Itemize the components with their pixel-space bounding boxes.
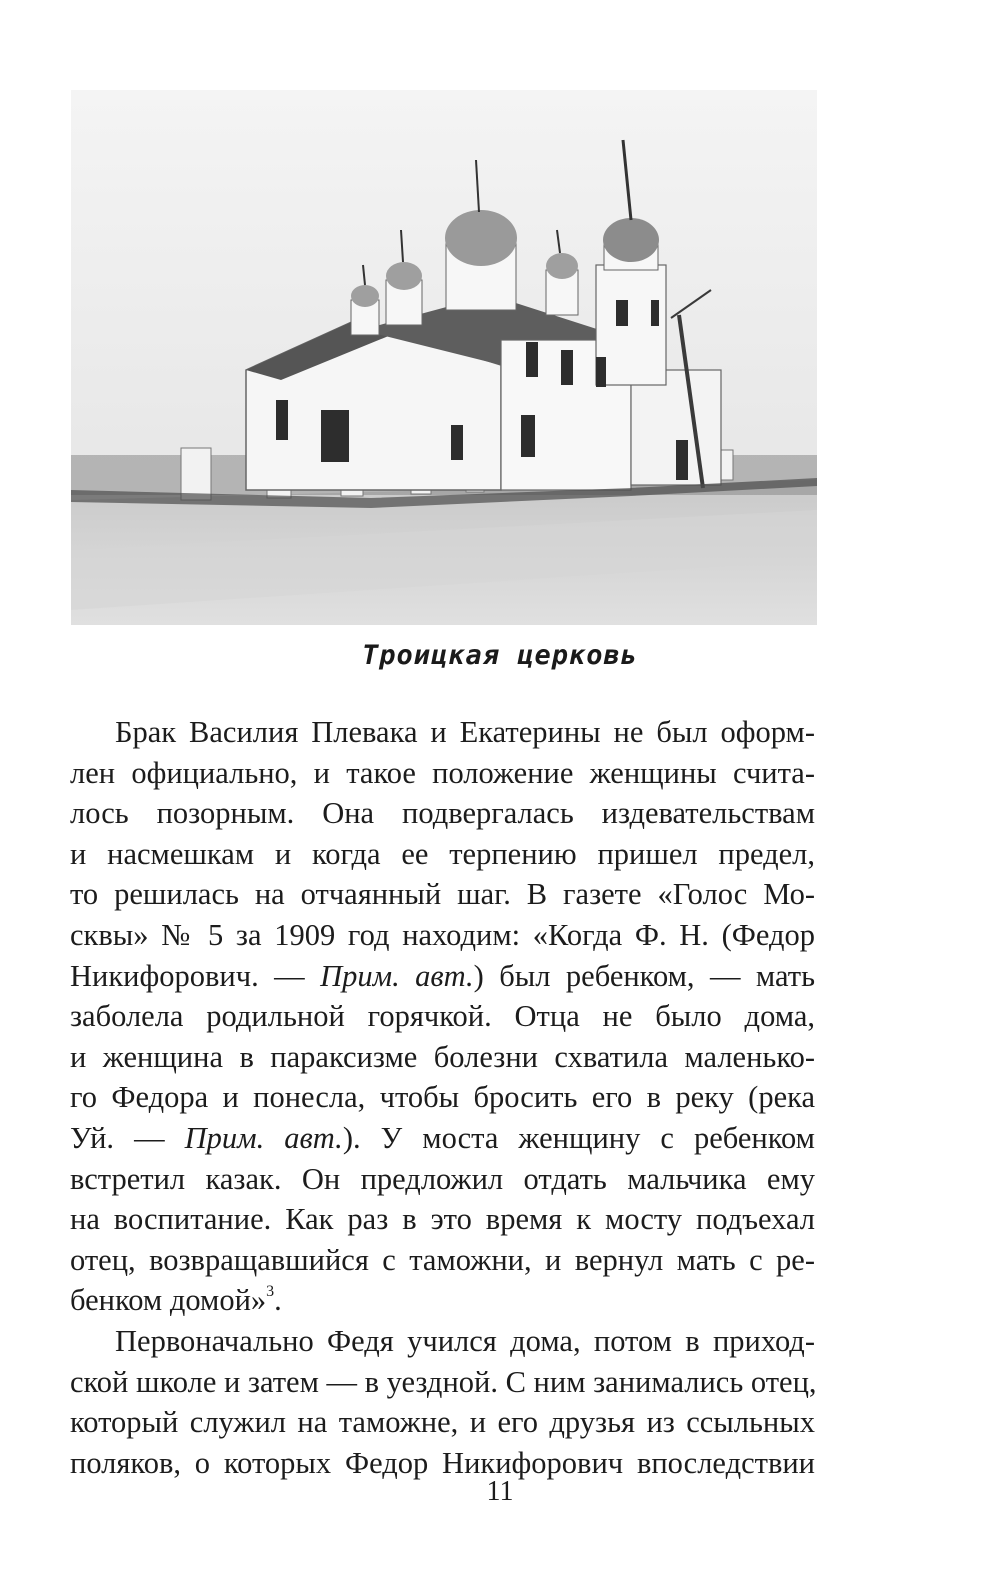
text-run: ) был ребенком, — мать: [473, 958, 815, 993]
paragraph-line: отец, возвращавшийся с таможни, и вернул мать с ре-: [70, 1242, 815, 1277]
paragraph-line: [70, 1280, 815, 1321]
paragraph-line: то решилась на отчаянный шаг. В газете «Голос Мо-: [70, 877, 815, 912]
paragraph-line: поляков, о которых Федор Никифорович впоследствии: [70, 1445, 815, 1480]
paragraph-line: на воспитание. Как раз в это время к мосту подъехал: [70, 1202, 815, 1237]
body-text: [70, 712, 815, 1483]
paragraph-line: сквы» № 5 за 1909 год находим: «Когда Ф. Н. (Федор: [70, 917, 815, 952]
paragraph-line: встретил казак. Он предложил отдать мальчика ему: [70, 1161, 815, 1196]
photo-caption: Троицкая церковь: [361, 640, 639, 671]
editor-note: Прим. авт.: [320, 958, 474, 993]
paragraph-line: лен официально, и такое положение женщины счита-: [70, 755, 815, 790]
paragraph-line: ской школе и затем — в уездной. С ним занимались отец,: [70, 1364, 817, 1399]
text-run: .: [274, 1283, 282, 1318]
paragraph-line: Брак Василия Плевака и Екатерины не был оформ-: [115, 715, 815, 749]
footnote-ref: 3: [266, 1283, 275, 1301]
text-run: Никифорович. —: [70, 958, 321, 993]
paragraph-line: го Федора и понесла, чтобы бросить его в реку (река: [70, 1080, 815, 1115]
church-photo: [71, 90, 817, 625]
church-illustration: [71, 90, 817, 625]
paragraph-line: и женщина в параксизме болезни схватила маленько-: [70, 1039, 815, 1074]
paragraph-line: лось позорным. Она подвергалась издевательствам: [70, 796, 815, 831]
page-number: 11: [486, 1476, 514, 1507]
editor-note: Прим. авт.: [184, 1120, 343, 1155]
text-run: Уй. —: [70, 1120, 185, 1155]
paragraph-line: [70, 956, 815, 997]
text-run: ). У моста женщину с ребенком: [342, 1120, 815, 1155]
paragraph-line: который служил на таможне, и его друзья из ссыльных: [70, 1405, 815, 1440]
paragraph-line: [70, 1118, 815, 1159]
paragraph-line: Первоначально Федя учился дома, потом в приход-: [115, 1323, 815, 1358]
text-run: бенком домой»: [70, 1283, 267, 1318]
paragraph-line: и насмешкам и когда ее терпению пришел предел,: [70, 836, 815, 871]
paragraph-line: заболела родильной горячкой. Отца не было дома,: [70, 999, 815, 1034]
